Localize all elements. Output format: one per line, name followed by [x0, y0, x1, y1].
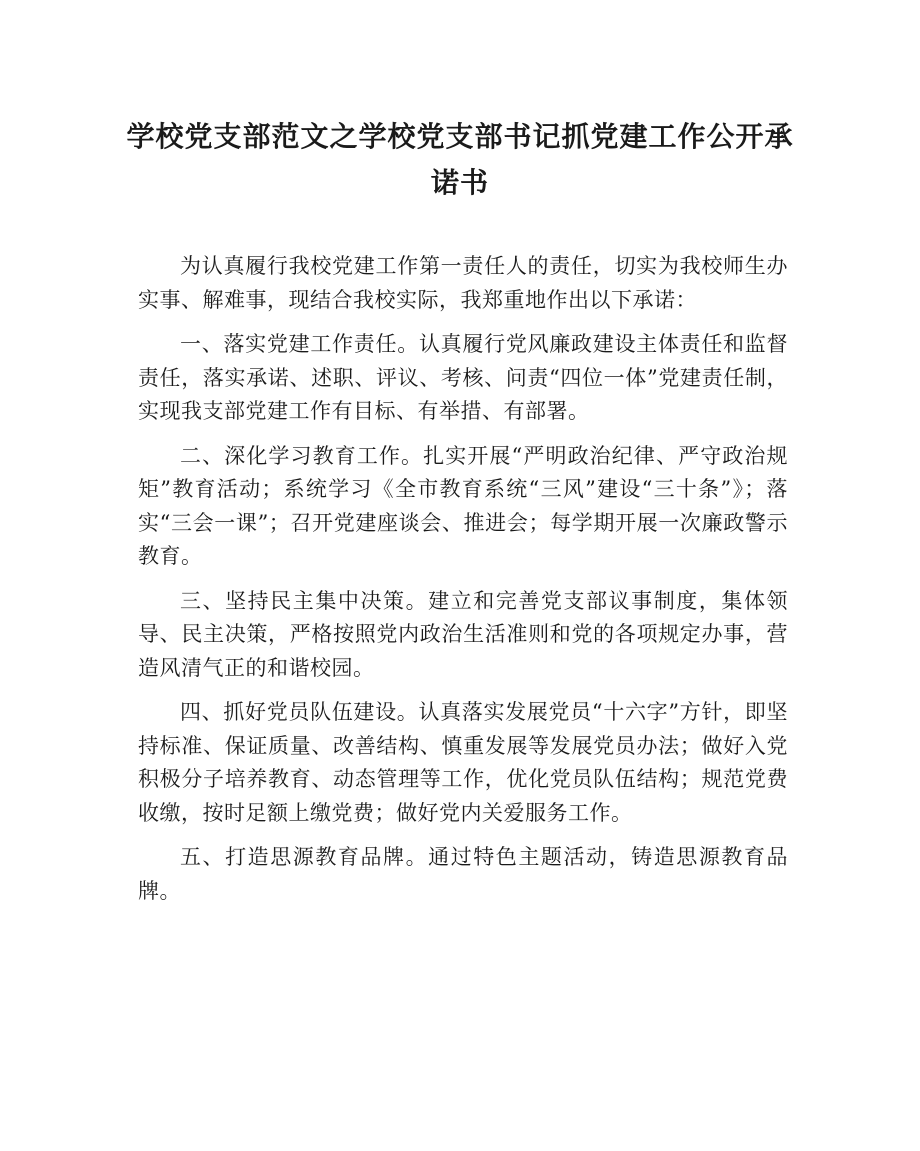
commitment-paragraph-1: 一、落实党建工作责任。认真履行党风廉政建设主体责任和监督责任，落实承诺、述职、评议、考核、问责“四位一体”党建责任制，实现我支部党建工作有目标、有举措、有部署。: [138, 332, 788, 423]
title-line-2: 诺书: [430, 166, 489, 199]
document-body: [138, 250, 788, 919]
commitment-paragraph-5: 五、打造思源教育品牌。通过特色主题活动，铸造思源教育品牌。: [138, 845, 788, 903]
intro-paragraph: 为认真履行我校党建工作第一责任人的责任，切实为我校师生办实事、解难事，现结合我校实际，我郑重地作出以下承诺：: [138, 254, 788, 312]
commitment-paragraph-4: 四、抓好党员队伍建设。认真落实发展党员“十六字”方针，即坚持标准、保证质量、改善结构、慎重发展等发展党员办法；做好入党积极分子培养教育、动态管理等工作，优化党员队伍结构；规范党费收缴，按时足额上缴党费；做好党内关爱服务工作。: [138, 700, 788, 825]
title-line-1: 学校党支部范文之学校党支部书记抓党建工作公开承: [126, 120, 794, 153]
commitment-paragraph-3: 三、坚持民主集中决策。建立和完善党支部议事制度，集体领导、民主决策，严格按照党内政治生活准则和党的各项规定办事，营造风清气正的和谐校园。: [138, 588, 788, 680]
document-title: [120, 114, 800, 206]
commitment-paragraph-2: 二、深化学习教育工作。扎实开展“严明政治纪律、严守政治规矩”教育活动；系统学习《全市教育系统“三风”建设“三十条”》；落实“三会一课”；召开党建座谈会、推进会；每学期开展一次廉政警示教育。: [138, 443, 788, 568]
